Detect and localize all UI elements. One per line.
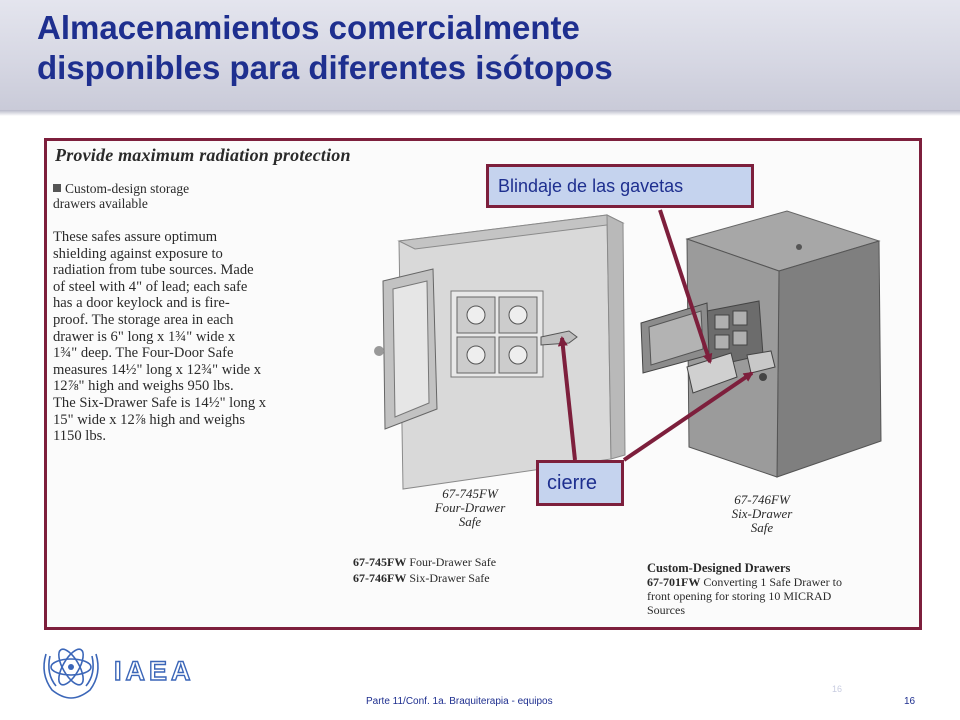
body-line: shielding against exposure to — [53, 245, 223, 262]
caption-model: Four-Drawer — [434, 500, 506, 515]
body-line: 12⅞" high and weighs 950 lbs. — [53, 378, 234, 395]
title-line-1: Almacenamientos comercialmente — [37, 9, 580, 46]
four-drawer-safe-illustration — [374, 215, 625, 489]
body-line: 1150 lbs. — [53, 428, 106, 445]
callout-lock: cierre — [536, 460, 624, 506]
order-code: 67-746FW — [353, 571, 407, 585]
figure-bullet — [53, 181, 253, 211]
caption-four-drawer — [415, 487, 525, 529]
custom-code: 67-701FW — [647, 575, 701, 589]
figure-heading: Provide maximum radiation protection — [55, 145, 351, 165]
caption-type: Safe — [458, 514, 482, 529]
footer-text: Parte 11/Conf. 1a. Braquiterapia - equipos — [366, 696, 553, 707]
bullet-square-icon — [53, 184, 61, 192]
custom-drawers-note — [647, 561, 842, 617]
custom-line-3: Sources — [647, 603, 685, 617]
body-line: proof. The storage area in each — [53, 311, 234, 328]
caption-type: Safe — [750, 520, 774, 535]
body-line: These safes assure optimum — [53, 229, 218, 245]
body-line: The Six-Drawer Safe is 14½" long x — [53, 394, 267, 411]
custom-line-1: Converting 1 Safe Drawer to — [703, 575, 842, 589]
iaea-logo-text: IAEA — [114, 656, 195, 686]
iaea-logo-icon — [36, 634, 106, 704]
custom-line-2: front opening for storing 10 MICRAD — [647, 589, 832, 603]
page-number: 16 — [904, 696, 916, 707]
body-line: 1¾" deep. The Four-Door Safe — [53, 345, 234, 362]
order-item — [353, 570, 496, 586]
body-line: measures 14½" long x 12¾" wide x — [53, 361, 262, 378]
body-line: drawer is 6" long x 1¾" wide x — [53, 328, 236, 345]
callout-drawer-shielding: Blindaje de las gavetas — [486, 164, 754, 208]
caption-six-drawer — [707, 493, 817, 535]
order-list — [353, 554, 496, 586]
header-rule — [0, 110, 960, 116]
caption-code: 67-746FW — [734, 492, 790, 507]
slide-title — [37, 8, 937, 88]
catalog-figure — [44, 138, 922, 630]
title-line-2: disponibles para diferentes isótopos — [37, 49, 613, 86]
caption-model: Six-Drawer — [731, 506, 793, 521]
body-line: has a door keylock and is fire- — [53, 295, 230, 312]
figure-body-text — [53, 229, 291, 445]
body-line: of steel with 4" of lead; each safe — [53, 278, 248, 295]
custom-heading: Custom-Designed Drawers — [647, 561, 791, 575]
body-line: radiation from tube sources. Made — [53, 262, 254, 279]
order-desc: Six-Drawer Safe — [409, 571, 490, 585]
order-code: 67-745FW — [353, 555, 407, 569]
body-line: 15" wide x 12⅞ high and weighs — [53, 411, 246, 428]
bullet-line-1: Custom-design storage — [65, 181, 190, 196]
footer-mark: 16 — [832, 684, 843, 694]
caption-code: 67-745FW — [442, 486, 498, 501]
order-item — [353, 554, 496, 570]
order-desc: Four-Drawer Safe — [409, 555, 497, 569]
bullet-line-2: drawers available — [53, 196, 148, 211]
